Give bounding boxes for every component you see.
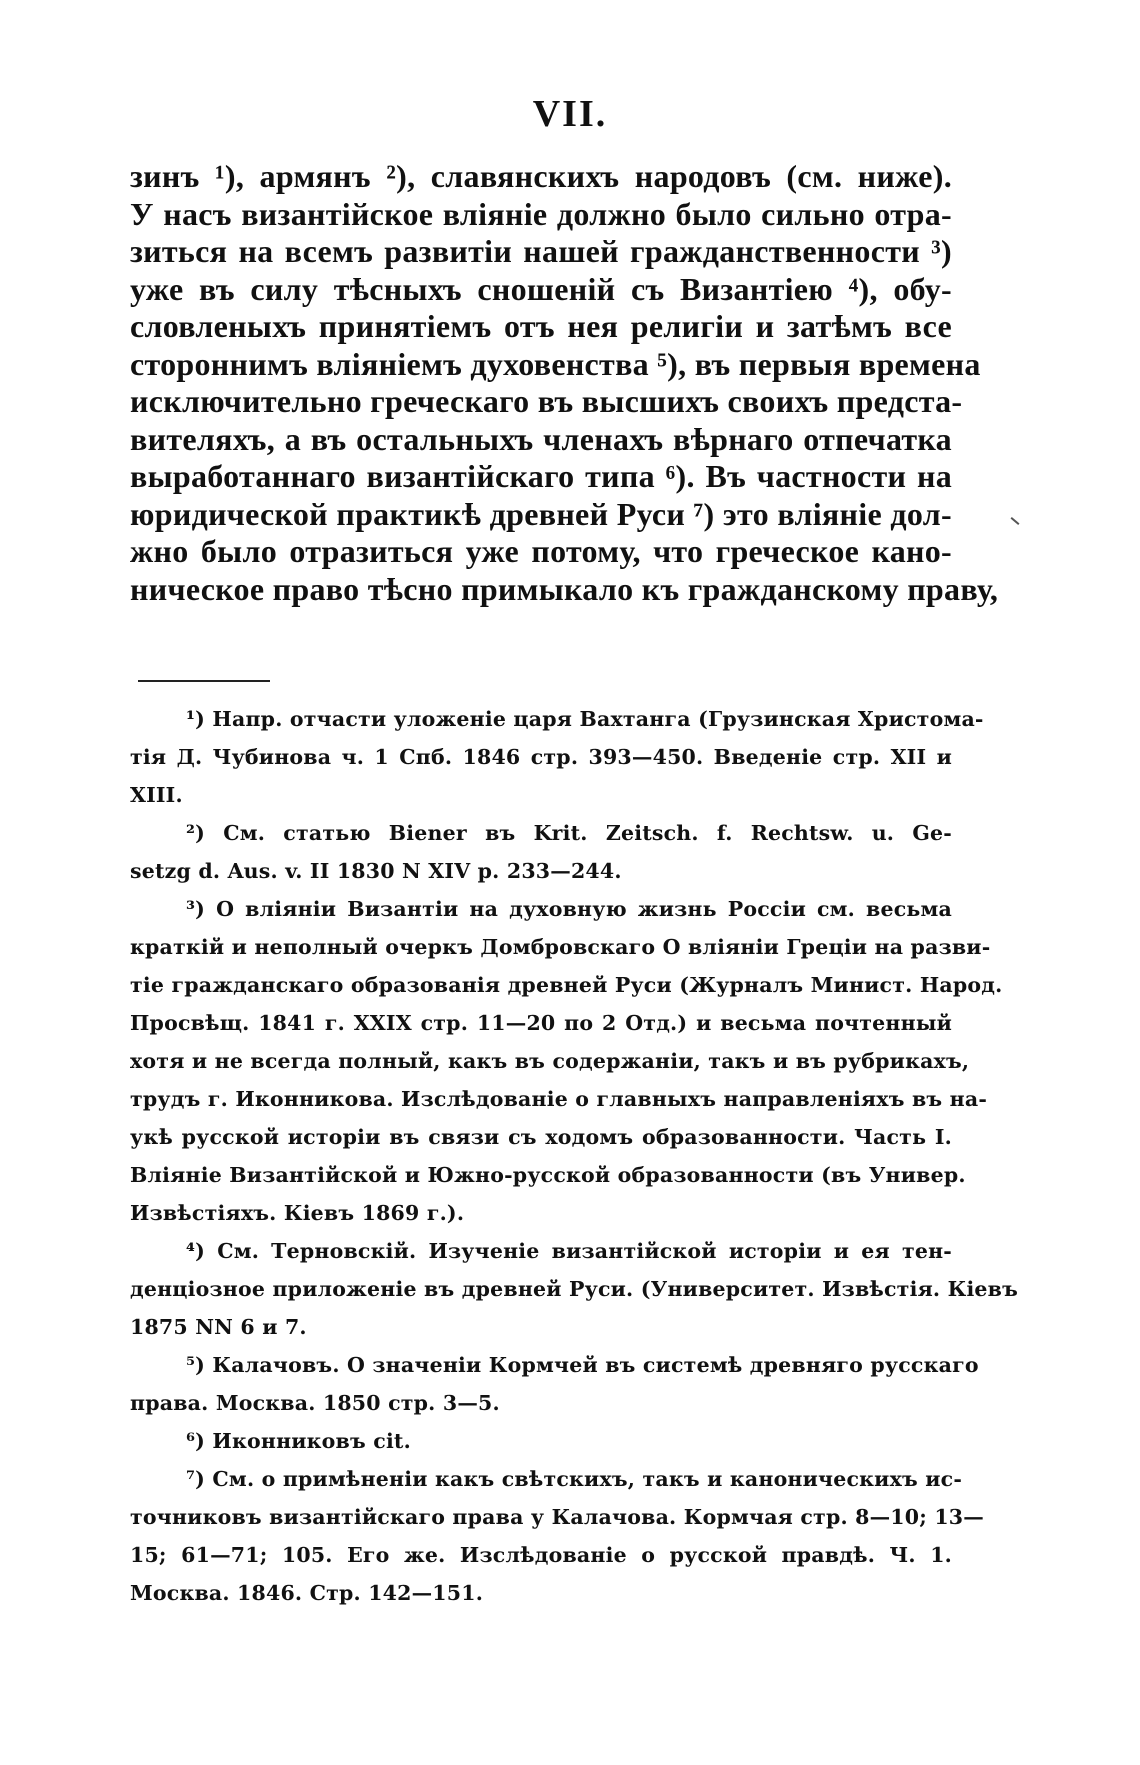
page-number: VII. [532, 93, 608, 135]
footnote-line: 15; 61—71; 105. Его же. Изслѣдованіе о русской правдѣ. Ч. 1. [130, 1543, 952, 1567]
scan-speck-mark [1011, 517, 1020, 525]
main-text-line: юридической практикѣ древней Руси ⁷) это вліяніе дол- [130, 495, 952, 532]
footnote-line: ²) См. статью Biener въ Krit. Zeitsch. f. Rechtsw. u. Ge- [186, 821, 952, 845]
footnotes-block [130, 700, 1019, 1612]
footnote-line: точниковъ византійскаго права у Калачова. Кормчая стр. 8—10; 13— [130, 1505, 984, 1529]
main-text-line: уже въ силу тѣсныхъ сношеній съ Византіею ⁴), обу- [130, 270, 952, 307]
main-text-line: выработаннаго византійскаго типа ⁶). Въ частности на [130, 458, 952, 494]
footnote-line: краткій и неполный очеркъ Домбровскаго О вліяніи Греціи на разви- [130, 935, 991, 959]
footnote-line: денціозное приложеніе въ древней Руси. (Университет. Извѣстія. Кіевъ [130, 1277, 1019, 1301]
footnote-line: XIII. [130, 783, 183, 807]
main-text-line: стороннимъ вліяніемъ духовенства ⁵), въ первыя времена [130, 345, 981, 382]
footnote-line: ¹) Напр. отчасти уложеніе царя Вахтанга (Грузинская Христома- [186, 707, 984, 731]
footnote-line: тіе гражданскаго образованія древней Руси (Журналъ Минист. Народ. [130, 973, 1003, 997]
footnote-line: ⁵) Калачовъ. О значеніи Кормчей въ системѣ древняго русскаго [186, 1353, 979, 1377]
main-text-line: исключительно греческаго въ высшихъ своихъ предста- [130, 383, 963, 419]
footnote-line: укѣ русской исторіи въ связи съ ходомъ образованности. Часть I. [130, 1125, 952, 1149]
footnote-line: Вліяніе Византійской и Южно-русской образованности (въ Универ. [130, 1163, 966, 1187]
main-text-line: зиться на всемъ развитіи нашей гражданственности ³) [130, 233, 952, 269]
main-text-block [130, 158, 999, 608]
footnote-line: трудъ г. Иконникова. Изслѣдованіе о главныхъ направленіяхъ въ на- [130, 1087, 988, 1111]
footnote-line: Извѣстіяхъ. Кіевъ 1869 г.). [130, 1201, 465, 1225]
footnote-line: Просвѣщ. 1841 г. XXIX стр. 11—20 по 2 Отд.) и весьма почтенный [130, 1011, 952, 1035]
main-text-line: жно было отразиться уже потому, что греческое кано- [130, 533, 952, 569]
footnote-line: ⁷) См. о примѣненіи какъ свѣтскихъ, такъ и каноническихъ ис- [186, 1467, 963, 1491]
footnote-line: хотя и не всегда полный, какъ въ содержаніи, такъ и въ рубрикахъ, [130, 1049, 970, 1073]
main-text-line: зинъ ¹), армянъ ²), славянскихъ народовъ (см. ниже). [130, 158, 952, 194]
main-text-line: У насъ византійское вліяніе должно было сильно отра- [130, 195, 952, 232]
footnote-line: права. Москва. 1850 стр. 3—5. [130, 1391, 500, 1415]
footnote-line: setzg d. Aus. v. II 1830 N XIV p. 233—244. [130, 859, 622, 883]
footnote-line: 1875 NN 6 и 7. [130, 1315, 307, 1339]
footnote-line: тія Д. Чубинова ч. 1 Спб. 1846 стр. 393—450. Введеніе стр. XII и [130, 745, 952, 769]
footnote-separator-rule [138, 680, 270, 682]
footnote-line: ³) О вліяніи Византіи на духовную жизнь Россіи см. весьма [186, 897, 952, 921]
main-text-line: словленыхъ принятіемъ отъ нея религіи и затѣмъ все [130, 308, 952, 344]
footnote-line: ⁶) Иконниковъ cit. [186, 1429, 411, 1453]
footnote-line: Москва. 1846. Стр. 142—151. [130, 1581, 484, 1605]
main-text-line: вителяхъ, а въ остальныхъ членахъ вѣрнаго отпечатка [130, 420, 952, 457]
footnote-line: ⁴) См. Терновскій. Изученіе византійской исторіи и ея тен- [186, 1239, 952, 1263]
main-text-line: ническое право тѣсно примыкало къ гражданскому праву, [130, 570, 999, 607]
